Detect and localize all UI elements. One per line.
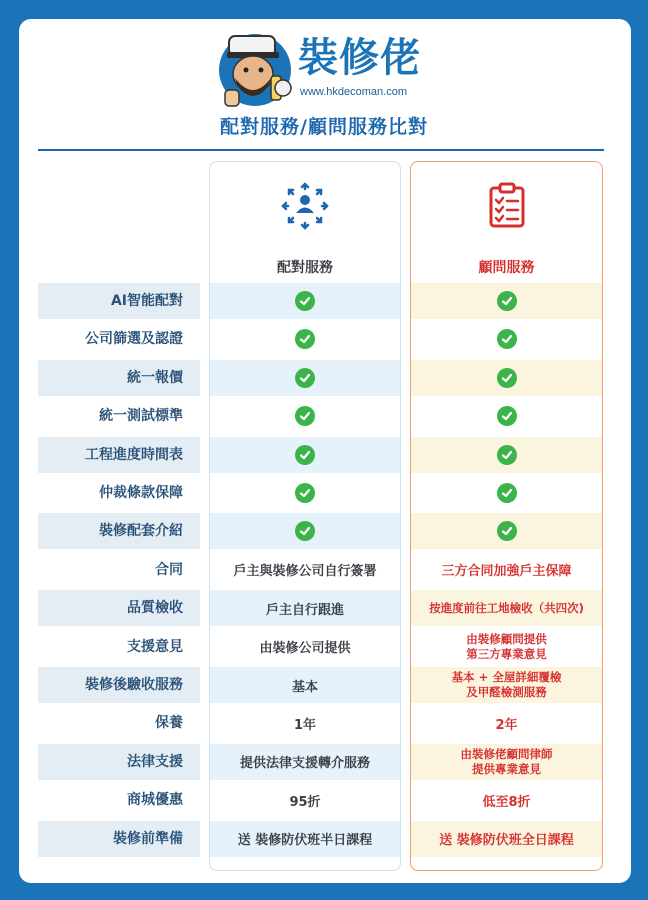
table-row — [0, 744, 648, 780]
matching-check-cell — [210, 437, 400, 473]
consulting-value: 2年 — [495, 717, 518, 733]
matching-value: 戶主與裝修公司自行簽署 — [233, 564, 377, 580]
matching-value: 戶主自行跟進 — [265, 602, 344, 618]
row-label: 裝修配套介紹 — [38, 513, 200, 549]
matching-value: 送 裝修防伏班半日課程 — [237, 833, 373, 849]
table-row — [0, 667, 648, 703]
brand-name: 裝修佬 — [298, 35, 421, 81]
table-row — [0, 437, 648, 473]
matching-check-cell — [210, 283, 400, 319]
matching-value-cell — [210, 590, 400, 626]
check-icon — [497, 329, 517, 349]
table-row — [0, 398, 648, 434]
page-subtitle: 配對服務/顧問服務比對 — [220, 116, 428, 138]
table-row — [0, 821, 648, 857]
check-icon — [497, 291, 517, 311]
matching-value: 基本 — [291, 679, 318, 695]
matching-value-cell — [210, 744, 400, 780]
matching-value-cell — [210, 629, 400, 665]
row-label: 仲裁條款保障 — [99, 485, 183, 501]
matching-value: 由裝修公司提供 — [259, 641, 351, 657]
row-label: 統一報價 — [38, 360, 200, 396]
check-icon — [295, 483, 315, 503]
consulting-value-cell — [411, 821, 602, 857]
consulting-check-cell — [411, 437, 602, 473]
consulting-value-cell — [411, 667, 602, 703]
check-icon — [295, 291, 315, 311]
consulting-check-cell — [411, 475, 602, 511]
table-row — [0, 782, 648, 818]
consulting-column-title: 顧問服務 — [478, 260, 535, 276]
check-icon — [497, 406, 517, 426]
check-icon — [295, 521, 315, 541]
table-row — [0, 705, 648, 741]
row-label: 保養 — [155, 715, 183, 732]
matching-check-cell — [210, 321, 400, 357]
check-icon — [497, 521, 517, 541]
row-label: 支援意見 — [127, 638, 183, 655]
row-label: AI智能配對 — [38, 283, 200, 319]
consulting-value: 按進度前往工地檢收（共四次) — [429, 600, 584, 615]
table-row — [0, 513, 648, 549]
header-divider — [38, 149, 604, 151]
row-label: 統一測試標準 — [99, 408, 183, 425]
row-label: 工程進度時間表 — [38, 437, 200, 473]
consulting-value: 三方合同加強戶主保障 — [441, 564, 572, 580]
consulting-value: 基本 + 全屋詳細覆檢 及甲醛檢測服務 — [451, 670, 562, 699]
website-url[interactable]: www.hkdecoman.com — [300, 86, 407, 98]
people-network-icon — [279, 180, 331, 232]
check-icon — [295, 329, 315, 349]
checklist-clipboard-icon — [481, 180, 533, 232]
mascot-logo — [211, 24, 301, 110]
consulting-check-cell — [411, 283, 602, 319]
matching-value: 1年 — [293, 717, 317, 733]
row-label: 法律支援 — [38, 744, 200, 780]
consulting-value-cell — [411, 590, 602, 626]
consulting-value-cell — [411, 744, 602, 780]
table-row — [0, 475, 648, 511]
matching-value-cell — [210, 782, 400, 818]
consulting-value-cell — [411, 629, 602, 665]
consulting-check-cell — [411, 398, 602, 434]
matching-check-cell — [210, 513, 400, 549]
row-label: 公司篩選及認證 — [85, 331, 183, 348]
check-icon — [497, 483, 517, 503]
consulting-value: 低至8折 — [482, 794, 531, 810]
consulting-value: 由裝修顧問提供 第三方專業意見 — [466, 631, 547, 661]
matching-value: 提供法律支援轉介服務 — [239, 756, 370, 772]
check-icon — [497, 368, 517, 388]
consulting-value-cell — [411, 552, 602, 588]
matching-value-cell — [210, 705, 400, 741]
check-icon — [295, 368, 315, 388]
matching-check-cell — [210, 398, 400, 434]
matching-check-cell — [210, 360, 400, 396]
check-icon — [295, 445, 315, 465]
row-label: 商城優惠 — [127, 792, 183, 809]
row-label: 裝修後驗收服務 — [38, 667, 200, 703]
consulting-check-cell — [411, 513, 602, 549]
matching-value: 95折 — [289, 794, 321, 810]
consulting-value-cell — [411, 705, 602, 741]
row-label: 裝修前準備 — [38, 821, 200, 857]
table-row — [0, 590, 648, 626]
check-icon — [497, 445, 517, 465]
consulting-value: 由裝修佬顧問律師 提供專業意見 — [460, 746, 553, 776]
table-row — [0, 552, 648, 588]
row-label: 合同 — [155, 561, 183, 578]
matching-check-cell — [210, 475, 400, 511]
consulting-check-cell — [411, 321, 602, 357]
row-label: 品質檢收 — [38, 590, 200, 626]
consulting-value: 送 裝修防伏班全日課程 — [439, 833, 574, 849]
consulting-check-cell — [411, 360, 602, 396]
check-icon — [295, 406, 315, 426]
table-row — [0, 629, 648, 665]
consulting-value-cell — [411, 782, 602, 818]
table-row — [0, 321, 648, 357]
table-row — [0, 360, 648, 396]
matching-value-cell — [210, 821, 400, 857]
matching-value-cell — [210, 667, 400, 703]
matching-column-title: 配對服務 — [277, 260, 333, 276]
matching-value-cell — [210, 552, 400, 588]
table-row — [0, 283, 648, 319]
